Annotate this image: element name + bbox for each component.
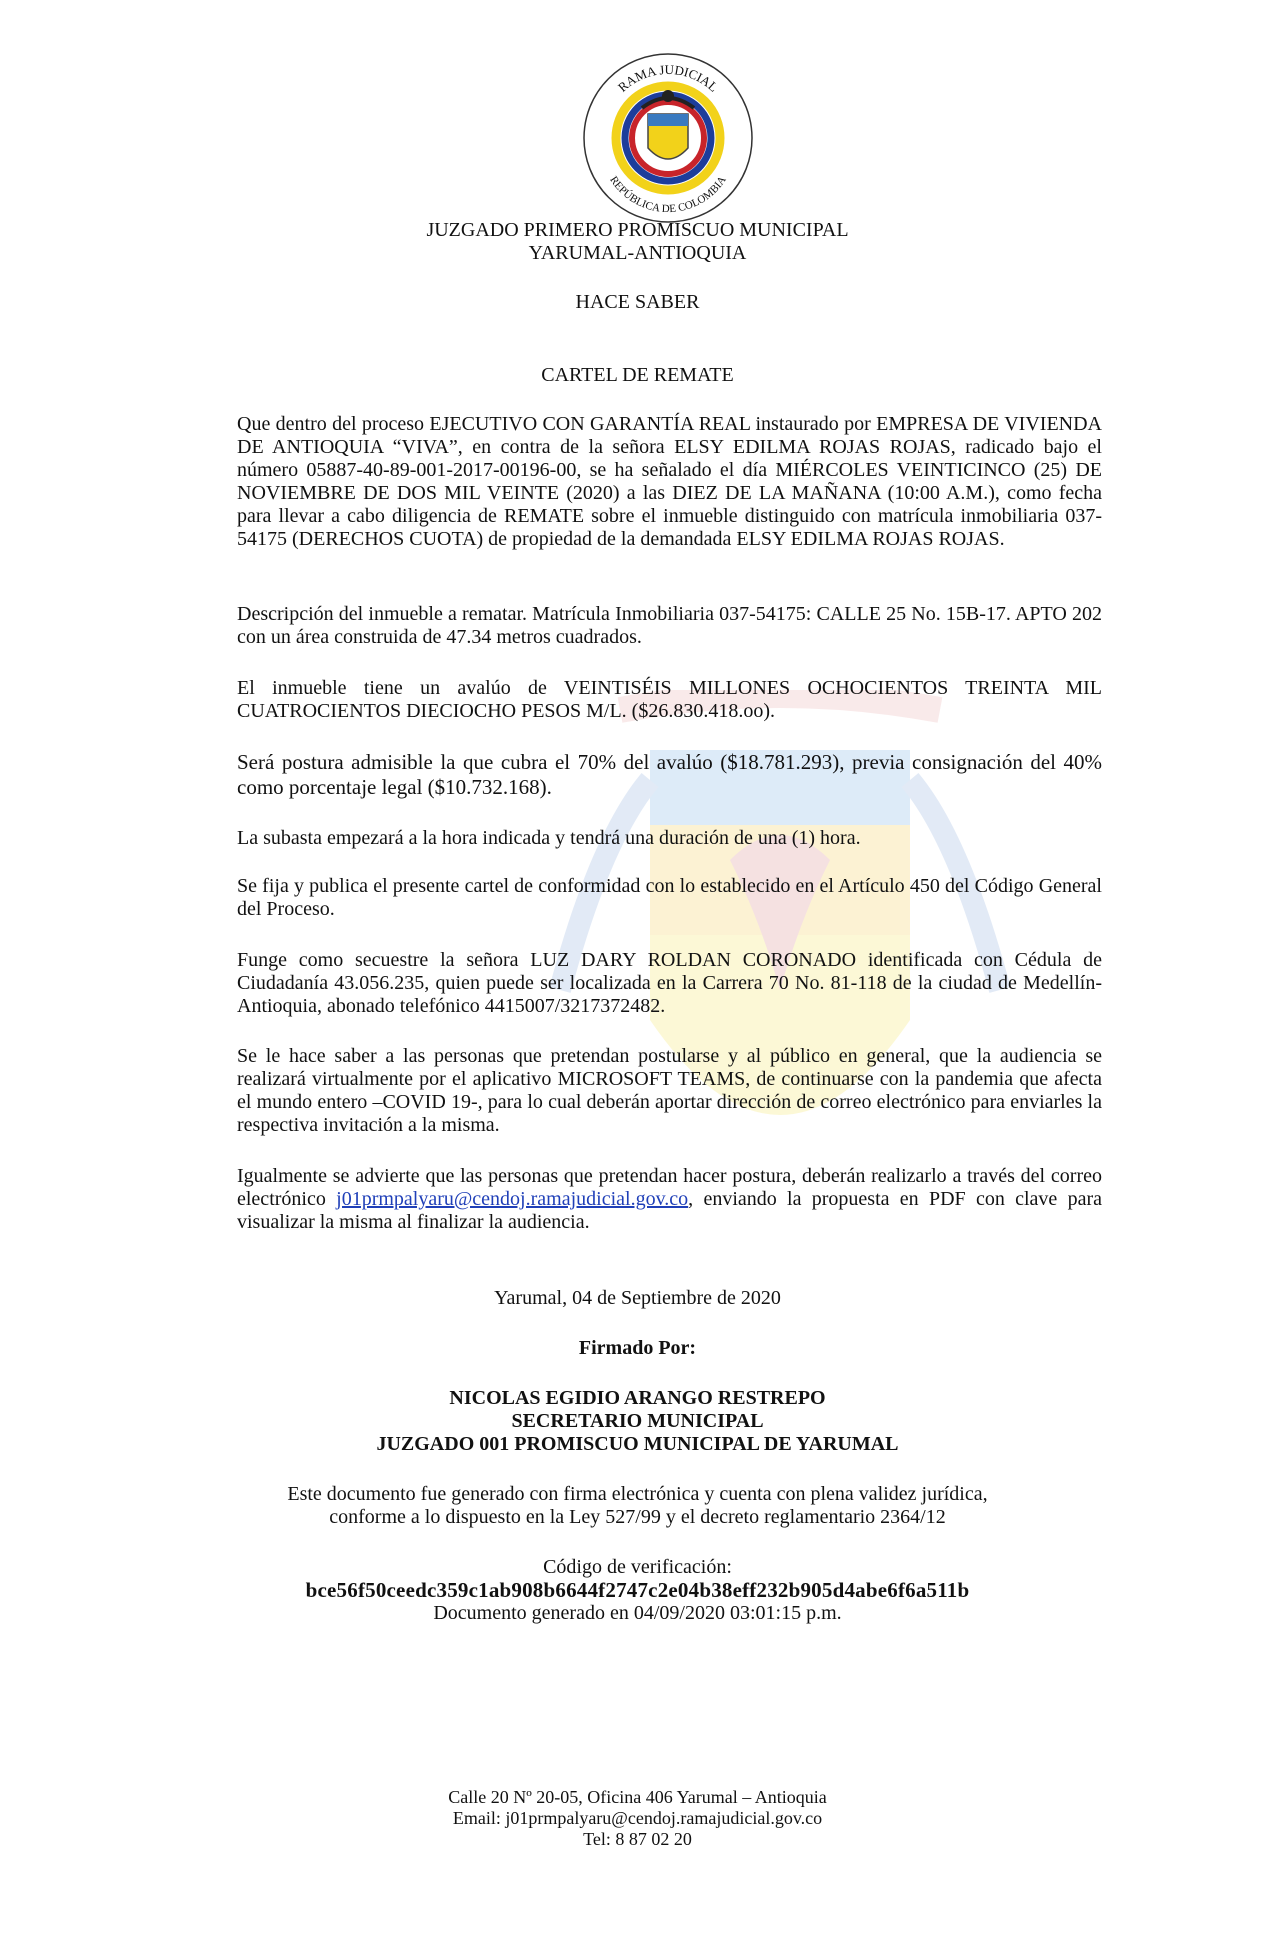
announce-heading: HACE SABER <box>575 291 700 313</box>
signed-by-label: Firmado Por: <box>578 1337 697 1359</box>
document-title: CARTEL DE REMATE <box>541 364 734 386</box>
footer-address: Calle 20 Nº 20-05, Oficina 406 Yarumal – Antioquia <box>448 1787 827 1807</box>
bid-text-after: , enviando la propuesta en PDF con clave para visualizar la misma al finalizar la audiencia. <box>237 1188 1103 1233</box>
footer-phone: Tel: 8 87 02 20 <box>583 1829 692 1849</box>
paragraph-admissible-bid: Será postura admisible la que cubra el 70% del avalúo ($18.781.293), previa consignación del 40% como porcentaje legal ($10.732.168). <box>237 750 1102 799</box>
signer-role: SECRETARIO MUNICIPAL <box>511 1410 764 1432</box>
verification-code: bce56f50ceedc359c1ab908b6644f2747c2e04b38eff232b905d4abe6f6a511b <box>305 1578 970 1602</box>
paragraph-legal-basis: Se fija y publica el presente cartel de conformidad con lo establecido en el Artículo 450 del Código General del Proceso. <box>237 875 1102 920</box>
rama-judicial-seal-icon <box>582 52 754 224</box>
verification-code-label: Código de verificación: <box>543 1556 732 1578</box>
paragraph-property-description: Descripción del inmueble a rematar. Matrícula Inmobiliaria 037-54175: CALLE 25 No. 15B-17. APTO 202 con un área construida de 47.34 metros cuadrados. <box>237 603 1102 648</box>
paragraph-appraisal: El inmueble tiene un avalúo de VEINTISÉIS MILLONES OCHOCIENTOS TREINTA MIL CUATROCIENTOS DIECIOCHO PESOS M/L. ($26.830.418.oo). <box>237 677 1102 722</box>
paragraph-custodian: Funge como secuestre la señora LUZ DARY ROLDAN CORONADO identificada con Cédula de Ciudadanía 43.056.235, quien puede ser localizada en la Carrera 70 No. 81-118 de la ciudad de Medellín-Antioquia, abonado telefónico 4415007/3217372482. <box>237 949 1102 1017</box>
legal-note-line-2: conforme a lo dispuesto en la Ley 527/99 y el decreto reglamentario 2364/12 <box>329 1506 946 1528</box>
signer-court: JUZGADO 001 PROMISCUO MUNICIPAL DE YARUMAL <box>376 1433 899 1455</box>
paragraph-virtual-hearing: Se le hace saber a las personas que pretendan postularse y al público en general, que la audiencia se realizará virtualmente por el aplicativo MICROSOFT TEAMS, de continuarse con la pandemia que afecta el mundo entero –COVID 19-, para lo cual deberán aportar dirección de correo electrónico para enviarles la respectiva invitación a la misma. <box>237 1045 1102 1136</box>
seal-text-top: RAMA JUDICIAL <box>614 61 722 95</box>
bid-text-before: Igualmente se advierte que las personas que pretendan hacer postura, deberán realizarlo a través del correo electrónico <box>237 1165 1102 1210</box>
footer-email: Email: j01prmpalyaru@cendoj.ramajudicial.gov.co <box>452 1808 823 1828</box>
paragraph-auction-duration: La subasta empezará a la hora indicada y tendrá una duración de una (1) hora. <box>237 827 861 849</box>
document-date: Yarumal, 04 de Septiembre de 2020 <box>494 1287 781 1309</box>
court-city: YARUMAL-ANTIOQUIA <box>528 242 747 264</box>
paragraph-bid-submission <box>237 1165 1102 1234</box>
court-email-link[interactable]: j01prmpalyaru@cendoj.ramajudicial.gov.co <box>336 1188 689 1210</box>
paragraph-process: Que dentro del proceso EJECUTIVO CON GARANTÍA REAL instaurado por EMPRESA DE VIVIENDA DE ANTIOQUIA “VIVA”, en contra de la señora ELSY EDILMA ROJAS ROJAS, radicado bajo el número 05887-40-89-001-2017-00196-00, se ha señalado el día MIÉRCOLES VEINTICINCO (25) DE NOVIEMBRE DE DOS MIL VEINTE (2020) a las DIEZ DE LA MAÑANA (10:00 A.M.), como fecha para llevar a cabo diligencia de REMATE sobre el inmueble distinguido con matrícula inmobiliaria 037-54175 (DERECHOS CUOTA) de propiedad de la demandada ELSY EDILMA ROJAS ROJAS. <box>237 413 1102 550</box>
signer-name: NICOLAS EGIDIO ARANGO RESTREPO <box>449 1387 826 1409</box>
court-name: JUZGADO PRIMERO PROMISCUO MUNICIPAL <box>426 219 849 241</box>
seal-text-bottom: REPÚBLICA DE COLOMBIA <box>607 174 729 216</box>
generated-timestamp: Documento generado en 04/09/2020 03:01:15 p.m. <box>433 1602 842 1624</box>
legal-note-line-1: Este documento fue generado con firma electrónica y cuenta con plena validez jurídica, <box>287 1483 988 1505</box>
